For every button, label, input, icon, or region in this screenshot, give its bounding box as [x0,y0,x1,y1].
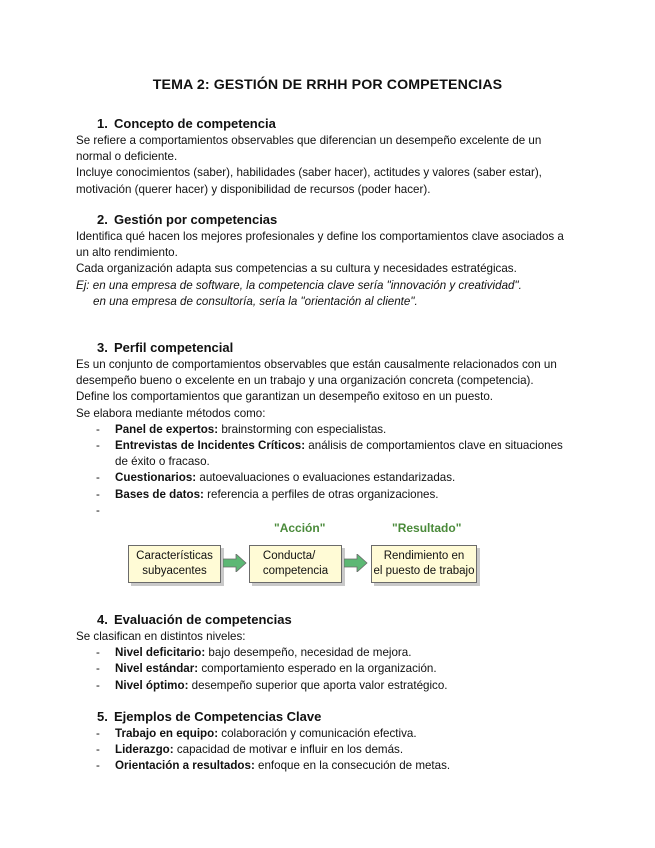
dash-bullet: - [96,422,100,436]
section-title: Ejemplos de Competencias Clave [114,709,322,724]
label-accion: "Acción" [274,521,326,535]
paragraph: normal o deficiente. [76,150,178,164]
dash-bullet: - [96,439,100,453]
item-text: autoevaluaciones o evaluaciones estandarizadas. [196,471,456,485]
list-item [76,438,580,470]
list-item [76,422,580,438]
section-perfil [76,339,580,519]
section-number: 1. [97,116,108,131]
levels-list [76,645,580,694]
dash-bullet: - [96,471,100,485]
paragraph: Es un conjunto de comportamientos observables que están causalmente relacionados con un [76,358,557,371]
paragraph: desempeño bueno o excelente en un trabajo y una organización concreta (competencia). [76,374,534,388]
box-caracteristicas [128,545,221,583]
page-title: TEMA 2: GESTIÓN DE RRHH POR COMPETENCIAS [152,77,503,93]
section-number: 4. [97,612,108,627]
dash-bullet: - [96,727,100,740]
dash-bullet: - [96,662,100,676]
section-heading [97,611,580,629]
section-evaluacion [76,611,580,694]
box-text: Características [136,550,213,562]
item-term: Entrevistas de Incidentes Críticos: [115,439,306,453]
box-text: subyacentes [142,565,207,577]
item-text: brainstorming con especialistas. [218,422,387,436]
section-gestion [76,211,580,310]
item-term: Cuestionarios: [115,471,197,485]
box-rendimiento [371,545,477,583]
item-text: capacidad de motivar e influir en los demás. [173,743,404,757]
item-term: Nivel estándar: [115,662,199,676]
item-text-cont: de éxito o fracaso. [115,455,210,469]
dash-bullet: - [96,487,100,501]
dash-bullet: - [96,646,100,660]
box-text: Rendimiento en [383,550,465,562]
item-term: Nivel deficitario: [115,646,206,660]
item-term: Nivel óptimo: [115,678,189,692]
box-text: Conducta/ [262,550,316,562]
section-title: Evaluación de competencias [114,612,292,627]
list-item [76,678,580,694]
list-item [76,645,580,661]
list-item [76,487,580,503]
section-heading [97,708,580,726]
item-term: Bases de datos: [115,487,204,501]
section-title: Perfil competencial [114,340,234,355]
box-text: competencia [262,565,329,577]
item-term: Liderazgo: [115,743,174,757]
paragraph: Define los comportamientos que garantizan un desempeño exitoso en un puesto. [76,390,493,404]
item-term: Orientación a resultados: [115,759,255,773]
dash-bullet: - [96,759,100,773]
section-heading [97,211,580,229]
item-text: análisis de comportamientos clave en situaciones [305,439,563,453]
paragraph: Se clasifican en distintos niveles: [76,630,246,643]
section-number: 2. [97,212,108,227]
list-item [76,661,580,677]
section-number: 3. [97,340,108,355]
box-conducta [249,545,342,583]
example-text: Ej: en una empresa de software, la competencia clave sería "innovación y creatividad". [76,278,522,292]
item-text: colaboración y comunicación efectiva. [218,727,417,740]
section-number: 5. [97,709,108,724]
dash-bullet: - [96,743,100,757]
arrow-right-icon [344,554,368,572]
label-resultado: "Resultado" [392,521,462,535]
dash-bullet: - [96,678,100,692]
competency-diagram [128,520,478,588]
methods-list [76,422,580,519]
item-term: Panel de expertos: [115,422,219,436]
item-text: enfoque en la consecución de metas. [254,759,451,773]
section-concepto [76,115,580,198]
section-heading [97,115,580,133]
item-text: bajo desempeño, necesidad de mejora. [205,646,412,660]
paragraph: Identifica qué hacen los mejores profesionales y define los comportamientos clave asociados a [76,230,564,243]
section-title: Gestión por competencias [114,212,278,227]
example-text: en una empresa de consultoría, sería la "orientación al cliente". [93,294,418,308]
paragraph: Incluye conocimientos (saber), habilidades (saber hacer), actitudes y valores (saber estar), [76,166,542,180]
list-item [76,742,580,758]
list-item-empty [76,503,580,519]
list-item [76,726,580,742]
examples-list [76,726,580,775]
box-text: el puesto de trabajo [373,565,475,577]
paragraph: Se refiere a comportamientos observables que diferencian un desempeño excelente de un [76,134,542,147]
item-term: Trabajo en equipo: [115,727,219,740]
paragraph: Cada organización adapta sus competencias a su cultura y necesidades estratégicas. [76,262,517,276]
paragraph: un alto rendimiento. [76,246,178,260]
section-ejemplos [76,708,580,775]
paragraph: Se elabora mediante métodos como: [76,406,266,420]
item-text: desempeño superior que aporta valor estratégico. [188,678,448,692]
section-title: Concepto de competencia [114,116,276,131]
list-item [76,470,580,486]
section-heading [97,339,580,357]
item-text: referencia a perfiles de otras organizaciones. [203,487,439,501]
item-text: comportamiento esperado en la organización. [198,662,437,676]
arrow-right-icon [223,554,247,572]
dash-bullet: - [96,503,100,517]
paragraph: motivación (querer hacer) y disponibilidad de recursos (poder hacer). [76,182,431,196]
list-item [76,758,580,774]
